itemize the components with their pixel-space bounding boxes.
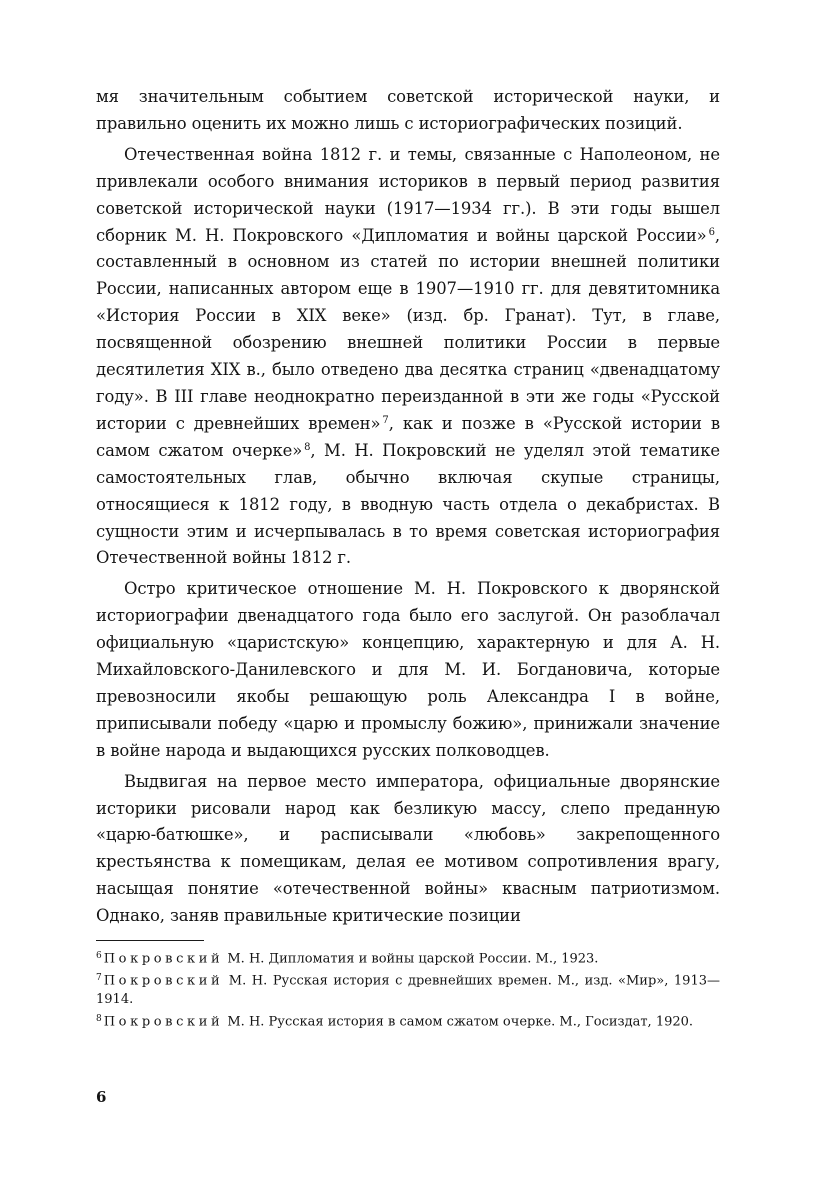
footnote-text: М. Н. Дипломатия и войны царской России. М., 1923. (223, 951, 599, 967)
page-body (96, 84, 720, 1032)
paragraph-continuation: мя значительным событием советской исторической науки, и правильно оценить их можно лишь с историографических позиций. (96, 87, 720, 133)
footnote-ref[interactable]: 6 (708, 227, 715, 239)
paragraph-text-part: Отечественная война 1812 г. и темы, связанные с Наполеоном, не привлекали особого внимания историков в первый период развития советской исторической науки (1917—1934 гг.). В эти годы вышел сборник М. Н. Покровского «Дипломатия и войны царской России» (96, 144, 720, 245)
footnote-author: Покровский (103, 973, 224, 989)
footnote-number: 7 (96, 973, 102, 984)
paragraph-text-part: , как и позже в «Русской истории в самом сжатом очерке» (96, 413, 720, 460)
paragraph-text-part: , составленный в основном из статей по истории внешней политики России, написанных автором еще в 1907—1910 гг. для девятитомника «История России в XIX веке» (изд. бр. Гранат). Тут, в главе, посвященной обозрению внешней политики России в первые десятилетия XIX в., было отведено два десятка страниц «двенадцатому году». В III главе неоднократно переизданной в эти же годы «Русской истории с древнейших времен» (96, 225, 720, 433)
paragraph-text-part: , М. Н. Покровский не уделял этой тематике самостоятельных глав, обычно включая скупые страницы, относящиеся к 1812 году, в вводную часть отдела о декабристах. В сущности этим и исчерпывалась в то время советская историография Отечественной войны 1812 г. (96, 440, 720, 568)
footnote-ref[interactable]: 7 (382, 415, 389, 427)
paragraph-noble-historians: Выдвигая на первое место императора, официальные дворянские историки рисовали народ как безликую массу, слепо преданную «царю-батюшке», и расписывали «любовь» закрепощенного крестьянства к помещикам, делая ее мотивом сопротивления врагу, насыщая понятие «отечественной войны» квасным патриотизмом. Однако, заняв правильные критические позиции (96, 771, 720, 926)
footnote (96, 947, 720, 969)
footnote-divider (96, 940, 204, 941)
footnote (96, 1010, 720, 1032)
footnote-number: 8 (96, 1013, 102, 1024)
paragraph-pokrovsky-critique: Остро критическое отношение М. Н. Покровского к дворянской историографии двенадцатого года было его заслугой. Он разоблачал официальную «царистскую» концепцию, характерную и для А. Н. Михайловского-Данилевского и для М. И. Богдановича, которые превозносили якобы решающую роль Александра I в войне, приписывали победу «царю и промыслу божию», принижали значение в войне народа и выдающихся русских полководцев. (96, 579, 720, 760)
footnote (96, 969, 720, 1010)
footnote-text: М. Н. Русская история с древнейших времен. М., изд. «Мир», 1913—1914. (96, 973, 720, 1008)
footnotes (96, 947, 720, 1032)
footnote-author: Покровский (103, 951, 224, 967)
paragraph-historiography-1917-1934 (96, 142, 720, 573)
footnote-number: 6 (96, 951, 102, 962)
page-number: 6 (96, 1088, 107, 1106)
footnote-text: М. Н. Русская история в самом сжатом очерке. М., Госиздат, 1920. (223, 1014, 694, 1030)
footnote-ref[interactable]: 8 (304, 442, 311, 454)
footnote-author: Покровский (103, 1014, 224, 1030)
